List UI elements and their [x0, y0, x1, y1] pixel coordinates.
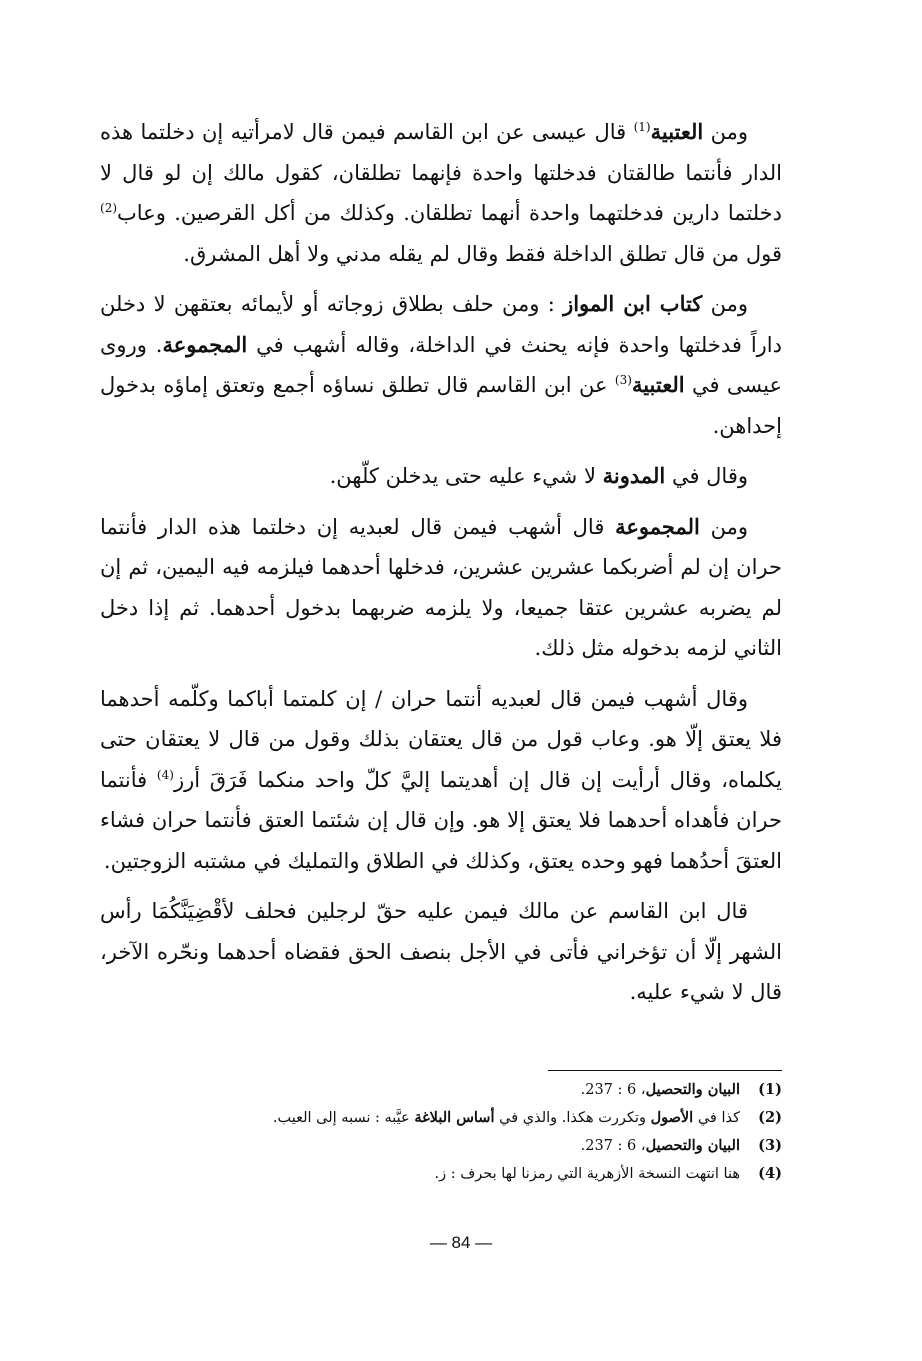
- text-run: قول من قال تطلق الداخلة فقط وقال لم يقله مدني ولا أهل المشرق.: [183, 241, 782, 266]
- text-run: وتكررت هكذا. والذي في: [494, 1110, 651, 1126]
- footnote-text: [100, 1161, 740, 1188]
- text-run: لا شيء عليه حتى يدخلن كلّهن.: [329, 464, 603, 488]
- footnote-number: ( 4 ): [740, 1160, 782, 1187]
- footnote-item: [100, 1160, 782, 1188]
- footnote-item: [100, 1104, 782, 1132]
- paragraph: [100, 679, 782, 882]
- text-run: هنا انتهت النسخة الأزهرية التي رمزنا لها بحرف : ز.: [434, 1166, 740, 1182]
- text-run: ومن: [703, 120, 748, 144]
- paragraph: [100, 507, 782, 669]
- text-run: قال ابن القاسم عن مالك فيمن عليه حقّ لرجلين فحلف لأقْضِيَنَّكُمَا رأس الشهر إلّا أن تؤخراني فأتى في الأجل بنصف الحق فقضاه أحدهما ونحّره الآخر، قال لا شيء عليه.: [100, 899, 782, 1004]
- bold-source-title: المجموعة: [615, 513, 700, 539]
- text-run: وقال أشهب فيمن قال لعبديه أنتما حران / إن كلمتما أباكما وكلّمه أحدهما فلا يعتق إلّا هو. وعاب قول من قال يعتقان بذلك وقول من قال لا يعتقان حتى يكلماه، وقال أرأيت إن قال إن أهديتما إليَّ كلّ واحد منكما فَرَقَ أرز: [100, 686, 782, 792]
- footnote-marker[interactable]: (3): [614, 373, 632, 387]
- paragraph: [100, 284, 782, 446]
- footnote-text: [100, 1132, 740, 1160]
- bold-source-title: المدونة: [602, 463, 666, 488]
- bold-source-title: البيان والتحصيل: [645, 1081, 740, 1098]
- bold-source-title: العتبية: [631, 372, 685, 397]
- paragraph: [100, 456, 782, 497]
- bold-source-title: كتاب ابن المواز: [563, 291, 703, 316]
- paragraph: [100, 891, 782, 1013]
- page-number: — 84 —: [429, 1233, 493, 1252]
- text-run: ، 6 : 237.: [580, 1138, 646, 1154]
- footnote-item: [100, 1076, 782, 1104]
- text-run: قال أشهب فيمن قال لعبديه إن دخلتما هذه الدار فأنتما حران إن لم أضربكما عشرين عشرين، فدخلها أحدهما فيلزمه فيه اليمين، ثم إن لم يضربه عشرين عتقا جميعا، ولا يلزمه ضربهما بدخول أحدهما. ثم إذا دخل الثاني لزمه بدخوله مثل ذلك.: [100, 514, 782, 660]
- bold-source-title: البيان والتحصيل: [645, 1137, 740, 1154]
- text-run: ، 6 : 237.: [580, 1082, 646, 1098]
- text-run: وقال في: [665, 464, 748, 488]
- footnote-number: ( 3 ): [740, 1132, 782, 1159]
- text-run: عن ابن القاسم قال تطلق نساؤه أجمع وتعتق إماؤه بدخول إحداهن.: [100, 373, 782, 438]
- bold-source-title: الأصول: [650, 1109, 694, 1126]
- text-run: ومن: [699, 514, 748, 539]
- text-run: ومن: [702, 292, 748, 316]
- footnote-text: [100, 1076, 740, 1104]
- paragraph: [100, 112, 782, 274]
- footnote-number: ( 1 ): [740, 1076, 782, 1103]
- footnote-marker[interactable]: (2): [100, 201, 118, 215]
- footnote-marker[interactable]: (4): [156, 767, 174, 782]
- bold-source-title: العتبية: [650, 119, 704, 144]
- text-run: : ومن حلف بطلاق زوجاته أو لأيمائه بعتقهن لا دخلن داراً فدخلتها واحدة فإنه يحنث في الداخلة، وقاله أشهب في: [100, 292, 782, 357]
- text-run: . وروى عيسى في: [100, 332, 782, 397]
- footnote-text: [100, 1104, 740, 1132]
- footnote-item: [100, 1132, 782, 1160]
- text-run: قال عيسى عن ابن القاسم فيمن قال لامرأتيه إن دخلتما هذه الدار فأنتما طالقتان فدخلتها واحدة فإنهما تطلقان، كقول مالك إن لو قال لا دخلتما دارين فدخلتهما واحدة أنهما تطلقان. وكذلك من أكل القرصين. وعاب: [100, 120, 782, 225]
- bold-source-title: المجموعة: [162, 331, 248, 357]
- text-run: كذا في: [693, 1110, 740, 1126]
- text-run: فأنتما حران فأهداه أحدهما فلا يعتق إلا هو. وإن قال إن شئتما العتق فأنتما حران فشاء العتقَ أحدُهما فهو وحده يعتق، وكذلك في الطلاق والتمليك في مشتبه الزوجتين.: [100, 767, 782, 873]
- footnote-number: ( 2 ): [740, 1104, 782, 1131]
- main-text: [100, 112, 782, 1023]
- text-run: عيَّبه : نسبه إلى العيب.: [272, 1110, 415, 1126]
- footnotes: [100, 1076, 782, 1188]
- footnote-separator: [548, 1070, 782, 1071]
- bold-source-title: أساس البلاغة: [414, 1109, 495, 1126]
- footnote-marker[interactable]: (1): [633, 120, 651, 134]
